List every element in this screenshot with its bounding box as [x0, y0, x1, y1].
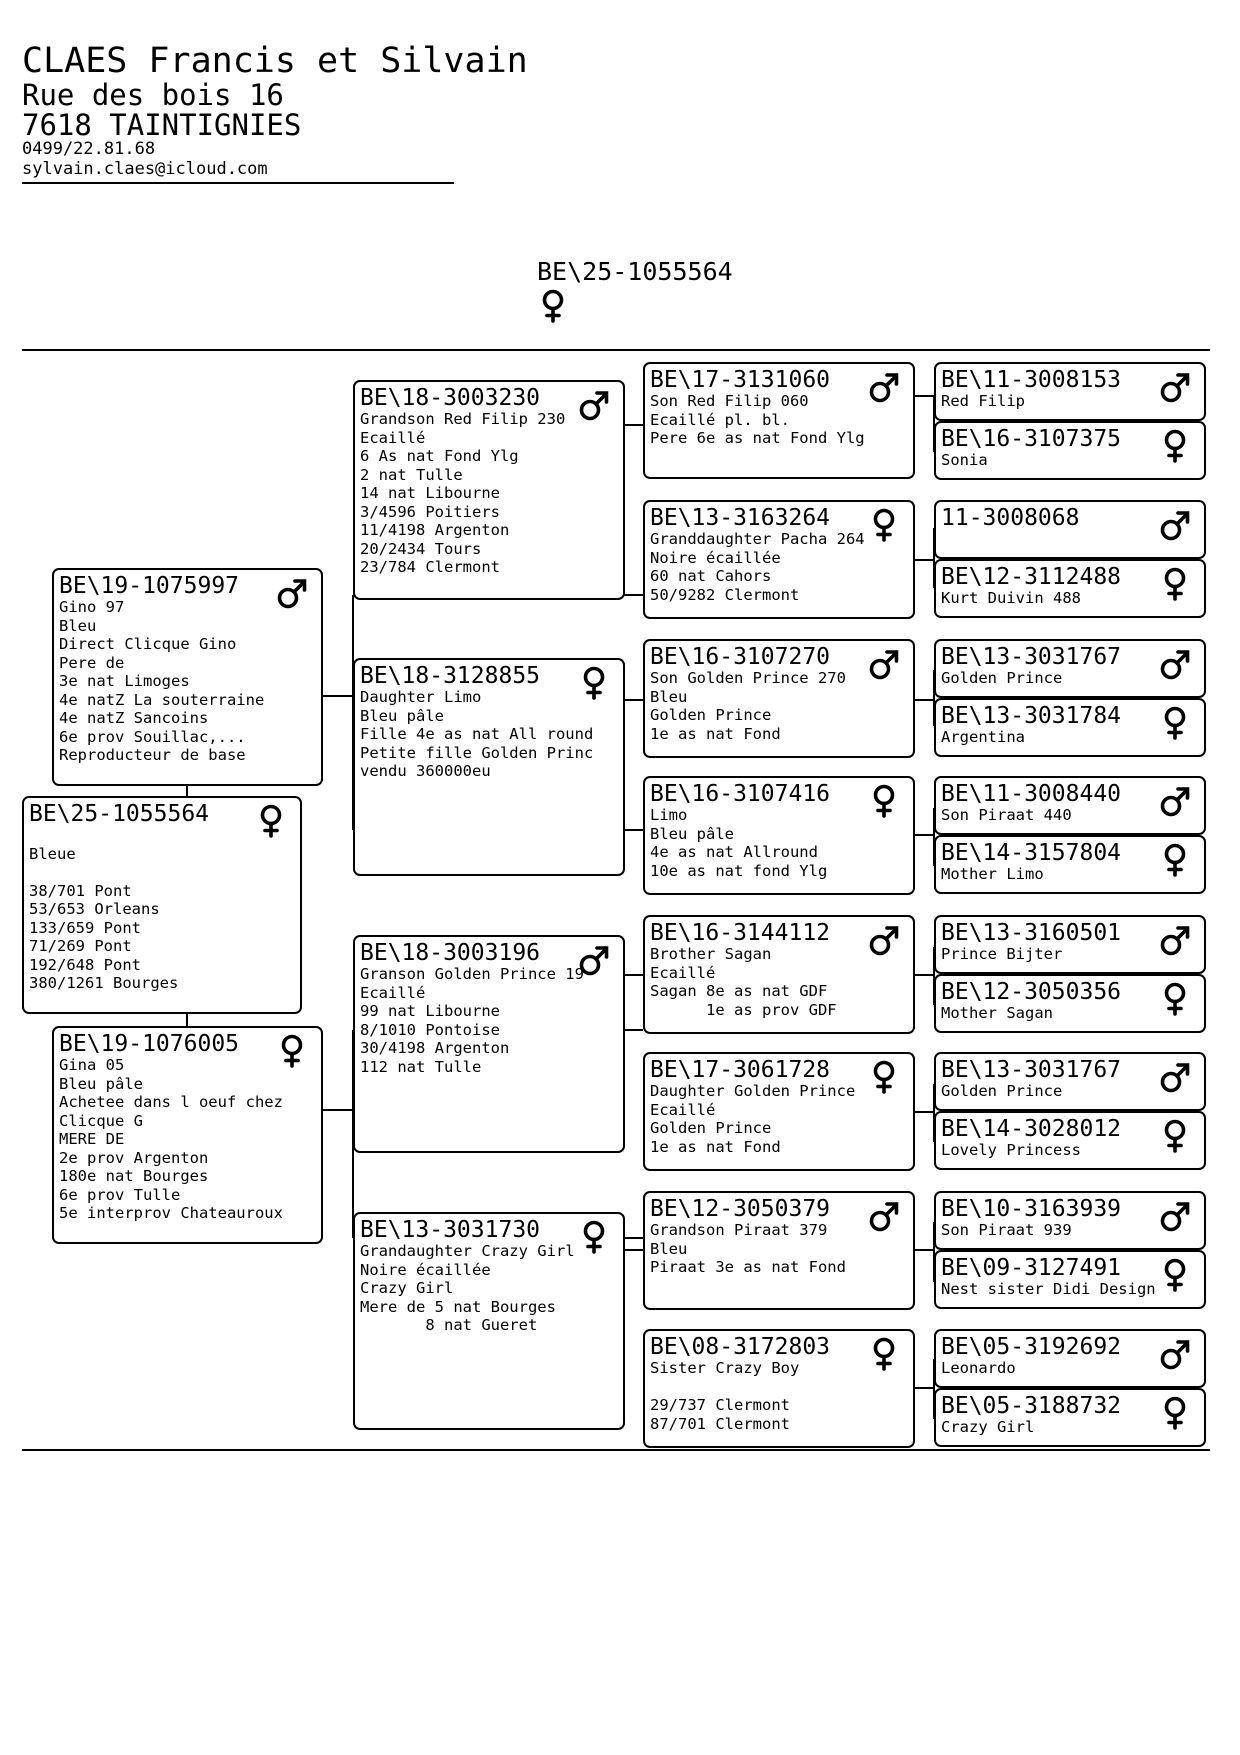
pedigree-info-line [29, 863, 296, 882]
pedigree-card-dam-sire[interactable] [353, 935, 625, 1153]
ring-number: BE\14-3028012 [941, 1116, 1122, 1142]
pedigree-info-line: Brother Sagan [650, 945, 772, 963]
male-icon [869, 370, 899, 404]
pedigree-info-line: 20/2434 Tours [360, 539, 482, 558]
ring-number: BE\13-3160501 [941, 920, 1122, 946]
pedigree-info-line: 1e as nat Fond [650, 724, 781, 743]
pedigree-info-line: Gino 97 [59, 598, 125, 616]
ring-number: BE\19-1076005 [59, 1031, 240, 1057]
pedigree-info-line: 29/737 Clermont [650, 1396, 790, 1414]
female-icon [1160, 429, 1190, 463]
pedigree-info-line: Sister Crazy Boy [650, 1359, 800, 1377]
pedigree-info-line: Lovely Princess [941, 1141, 1081, 1159]
pedigree-info-line: Limo [650, 806, 688, 824]
pedigree-card-dssd[interactable] [934, 974, 1206, 1033]
ring-number: BE\05-3192692 [941, 1334, 1122, 1360]
ring-number: BE\13-3031784 [941, 703, 1122, 729]
pedigree-card-dsd[interactable] [643, 1052, 915, 1171]
male-icon [1160, 923, 1190, 957]
female-icon [869, 508, 899, 542]
female-icon [869, 1337, 899, 1371]
pedigree-info-line: Bleue [29, 844, 76, 863]
pedigree-info-line: Mother Sagan [941, 1004, 1053, 1022]
female-icon [1160, 843, 1190, 877]
female-icon [579, 1220, 609, 1254]
pedigree-info-line: Fille 4e as nat All round [360, 725, 594, 743]
pedigree-card-dsss[interactable] [934, 915, 1206, 974]
ring-number: BE\13-3163264 [650, 505, 831, 531]
pedigree-info-line: Granddaughter Pacha 264 [650, 530, 865, 548]
pedigree-info-line: 3e nat Limoges [59, 672, 190, 690]
pedigree-info-line: 30/4198 Argenton [360, 1039, 510, 1057]
ring-number: BE\08-3172803 [650, 1334, 831, 1360]
pedigree-info-line: Clicque G [59, 1111, 143, 1130]
owner-phone: 0499/22.81.68 [22, 139, 156, 159]
male-icon [579, 943, 609, 977]
male-icon [579, 388, 609, 422]
male-icon [1160, 1199, 1190, 1233]
pedigree-card-sire[interactable] [52, 568, 323, 786]
pedigree-info-line: Daughter Limo [360, 688, 482, 706]
female-icon [256, 804, 286, 838]
owner-street: Rue des bois 16 [22, 78, 284, 112]
owner-city: 7618 TAINTIGNIES [22, 108, 302, 142]
subject-ring-number: BE\25-1055564 [537, 257, 733, 286]
pedigree-info-line: 1e as nat Fond [650, 1137, 781, 1156]
pedigree-info-line: Bleu pâle [59, 1074, 143, 1093]
pedigree-info-line: Ecaillé [650, 963, 716, 982]
pedigree-card-sdds[interactable] [934, 776, 1206, 835]
male-icon [1160, 508, 1190, 542]
pedigree-info-line: 8/1010 Pontoise [360, 1020, 500, 1039]
female-icon [869, 1060, 899, 1094]
pedigree-info-line: Petite fille Golden Princ [360, 743, 594, 762]
female-icon [277, 1034, 307, 1068]
ring-number: 11-3008068 [941, 505, 1080, 531]
pedigree-info-line: Golden Prince [650, 1119, 772, 1137]
pedigree-info-line: 3/4596 Poitiers [360, 502, 500, 521]
pedigree-info-line: Granson Golden Prince 19 [360, 965, 584, 983]
ring-number: BE\09-3127491 [941, 1255, 1122, 1281]
pedigree-card-sdsd[interactable] [934, 698, 1206, 757]
pedigree-info-line: Golden Prince [650, 706, 772, 724]
pedigree-card-subject[interactable] [22, 796, 302, 1014]
pedigree-card-dsdd[interactable] [934, 1111, 1206, 1170]
pedigree-info-line: Grandson Red Filip 230 [360, 410, 566, 428]
pedigree-card-sss[interactable] [643, 362, 915, 479]
pedigree-info-line: Bleu [59, 616, 97, 635]
pedigree-info-line: Bleu [650, 687, 688, 706]
female-icon [1160, 706, 1190, 740]
pedigree-card-ddss[interactable] [934, 1191, 1206, 1250]
pedigree-info-line: 192/648 Pont [29, 955, 141, 974]
female-icon [869, 784, 899, 818]
pedigree-info-line: 60 nat Cahors [650, 567, 772, 585]
ring-number: BE\17-3061728 [650, 1057, 831, 1083]
male-icon [869, 647, 899, 681]
pedigree-info-line: 4e natZ Sancoins [59, 709, 209, 727]
pedigree-info-line: Daughter Golden Prince [650, 1082, 856, 1100]
male-icon [1160, 1337, 1190, 1371]
pedigree-info-line: Ecaillé pl. bl. [650, 410, 790, 429]
pedigree-info-line: 99 nat Libourne [360, 1002, 500, 1020]
pedigree-info-line: 4e natZ La souterraine [59, 690, 265, 709]
pedigree-card-sdss[interactable] [934, 639, 1206, 698]
female-icon [1160, 982, 1190, 1016]
ring-number: BE\11-3008440 [941, 781, 1122, 807]
ring-number: BE\13-3031767 [941, 1057, 1122, 1083]
pedigree-info-line: 8 nat Gueret [360, 1316, 538, 1334]
male-icon [869, 1199, 899, 1233]
pedigree-info-line: 11/4198 Argenton [360, 521, 510, 539]
ring-number: BE\13-3031730 [360, 1217, 541, 1243]
pedigree-info-line: Crazy Girl [360, 1279, 454, 1297]
male-icon [869, 923, 899, 957]
pedigree-info-line: Red Filip [941, 392, 1025, 410]
pedigree-info-line: 23/784 Clermont [360, 558, 500, 576]
pedigree-info-line: Ecaillé [650, 1100, 716, 1119]
pedigree-info-line: Grandaughter Crazy Girl [360, 1242, 575, 1260]
ring-number: BE\16-3107270 [650, 644, 831, 670]
pedigree-info-line: Leonardo [941, 1359, 1016, 1377]
pedigree-info-line: 53/653 Orleans [29, 900, 160, 918]
pedigree-info-line [650, 1378, 909, 1397]
male-icon [1160, 1060, 1190, 1094]
pedigree-info-line: 50/9282 Clermont [650, 585, 800, 604]
ring-number: BE\10-3163939 [941, 1196, 1122, 1222]
pedigree-info-line: 133/659 Pont [29, 918, 141, 937]
pedigree-info-line: Golden Prince [941, 1082, 1063, 1100]
ring-number: BE\19-1075997 [59, 573, 240, 599]
pedigree-info-line: 71/269 Pont [29, 937, 132, 955]
pedigree-card-ddds[interactable] [934, 1329, 1206, 1388]
male-icon [1160, 370, 1190, 404]
pedigree-card-ssdd[interactable] [934, 559, 1206, 618]
pedigree-card-sddd[interactable] [934, 835, 1206, 894]
pedigree-info-line: MERE DE [59, 1130, 125, 1148]
pedigree-info-line: 38/701 Pont [29, 881, 132, 900]
pedigree-info-line: Reproducteur de base [59, 746, 246, 764]
pedigree-info-line: 5e interprov Chateauroux [59, 1204, 283, 1222]
ring-number: BE\14-3157804 [941, 840, 1122, 866]
pedigree-info-line: 6 As nat Fond Ylg [360, 447, 519, 465]
pedigree-info-line: Son Piraat 939 [941, 1221, 1072, 1239]
ring-number: BE\18-3003230 [360, 385, 541, 411]
pedigree-info-line: Sagan 8e as nat GDF [650, 982, 828, 1000]
pedigree-info-line: Direct Clicque Gino [59, 635, 237, 653]
ring-number: BE\18-3128855 [360, 663, 541, 689]
pedigree-info-line: Gina 05 [59, 1056, 125, 1074]
pedigree-info-line: Mother Limo [941, 865, 1044, 883]
pedigree-info-line: Grandson Piraat 379 [650, 1221, 828, 1239]
ring-number: BE\12-3112488 [941, 564, 1122, 590]
ring-number: BE\11-3008153 [941, 367, 1122, 393]
pedigree-info-line: Noire écaillée [360, 1260, 491, 1279]
male-icon [1160, 784, 1190, 818]
pedigree-info-line: Noire écaillée [650, 548, 781, 567]
pedigree-info-line: 1e as prov GDF [650, 1000, 837, 1019]
pedigree-card-sire-sire[interactable] [353, 380, 625, 600]
ring-number: BE\18-3003196 [360, 940, 541, 966]
pedigree-card-ddd[interactable] [643, 1329, 915, 1448]
pedigree-card-ssds[interactable] [934, 500, 1206, 559]
pedigree-card-sire-dam[interactable] [353, 658, 625, 876]
male-icon [1160, 647, 1190, 681]
ring-number: BE\16-3107416 [650, 781, 831, 807]
pedigree-info-line: Pere de [59, 653, 125, 672]
pedigree-info-line: Son Piraat 440 [941, 806, 1072, 824]
ring-number: BE\17-3131060 [650, 367, 831, 393]
pedigree-info-line: Nest sister Didi Design [941, 1280, 1156, 1298]
pedigree-info-line: 10e as nat fond Ylg [650, 861, 828, 880]
pedigree-info-line: Son Golden Prince 270 [650, 669, 846, 687]
female-icon [1160, 567, 1190, 601]
pedigree-card-ddsd[interactable] [934, 1250, 1206, 1309]
pedigree-info-line: Golden Prince [941, 669, 1063, 687]
pedigree-info-line: Bleu [650, 1239, 688, 1258]
female-icon [1160, 1119, 1190, 1153]
pedigree-info-line: 380/1261 Bourges [29, 974, 179, 992]
pedigree-info-line: Prince Bijter [941, 945, 1063, 963]
ring-number: BE\25-1055564 [29, 801, 210, 827]
female-icon [1160, 1258, 1190, 1292]
pedigree-card-dam[interactable] [52, 1026, 323, 1244]
pedigree-card-dss[interactable] [643, 915, 915, 1034]
pedigree-info-line: 4e as nat Allround [650, 843, 818, 861]
pedigree-info-line: 112 nat Tulle [360, 1057, 482, 1076]
pedigree-info-line: 2 nat Tulle [360, 465, 463, 484]
pedigree-info-line: Bleu pâle [650, 824, 734, 843]
ring-number: BE\12-3050379 [650, 1196, 831, 1222]
pedigree-info-line: Mere de 5 nat Bourges [360, 1297, 556, 1316]
pedigree-info-line: Piraat 3e as nat Fond [650, 1258, 846, 1276]
pedigree-info-line: Ecaillé [360, 428, 426, 447]
pedigree-info-line: Kurt Duivin 488 [941, 589, 1081, 607]
pedigree-info-line: 14 nat Libourne [360, 484, 500, 502]
pedigree-card-sds[interactable] [643, 639, 915, 758]
pedigree-info-line: 6e prov Tulle [59, 1185, 181, 1204]
pedigree-card-dddd[interactable] [934, 1388, 1206, 1447]
ring-number: BE\16-3144112 [650, 920, 831, 946]
owner-email: sylvain.claes@icloud.com [22, 159, 268, 179]
pedigree-info-line: 180e nat Bourges [59, 1167, 209, 1185]
pedigree-card-dam-dam[interactable] [353, 1212, 625, 1430]
ring-number: BE\12-3050356 [941, 979, 1122, 1005]
pedigree-info-line: Achetee dans l oeuf chez [59, 1093, 283, 1111]
pedigree-info-line: Argentina [941, 728, 1025, 746]
female-icon [1160, 1396, 1190, 1430]
pedigree-info-line: vendu 360000eu [360, 762, 491, 780]
pedigree-info-line: Sonia [941, 451, 988, 469]
female-icon [579, 666, 609, 700]
pedigree-card-dsds[interactable] [934, 1052, 1206, 1111]
pedigree-info-line: Crazy Girl [941, 1418, 1035, 1436]
ring-number: BE\13-3031767 [941, 644, 1122, 670]
pedigree-card-sdd[interactable] [643, 776, 915, 895]
ring-number: BE\05-3188732 [941, 1393, 1122, 1419]
pedigree-info-line: 87/701 Clermont [650, 1414, 790, 1433]
pedigree-card-sssd[interactable] [934, 421, 1206, 480]
owner-name: CLAES Francis et Silvain [22, 41, 528, 81]
pedigree-card-ssss[interactable] [934, 362, 1206, 421]
pedigree-card-ssd[interactable] [643, 500, 915, 619]
pedigree-info-line: 6e prov Souillac,... [59, 727, 246, 746]
pedigree-card-dds[interactable] [643, 1191, 915, 1310]
pedigree-info-line: Ecaillé [360, 983, 426, 1002]
male-icon [277, 576, 307, 610]
ring-number: BE\16-3107375 [941, 426, 1122, 452]
pedigree-info-line: 2e prov Argenton [59, 1148, 209, 1167]
pedigree-info-line: Son Red Filip 060 [650, 392, 809, 410]
pedigree-info-line: Pere 6e as nat Fond Ylg [650, 429, 865, 447]
pedigree-info-line: Bleu pâle [360, 706, 444, 725]
